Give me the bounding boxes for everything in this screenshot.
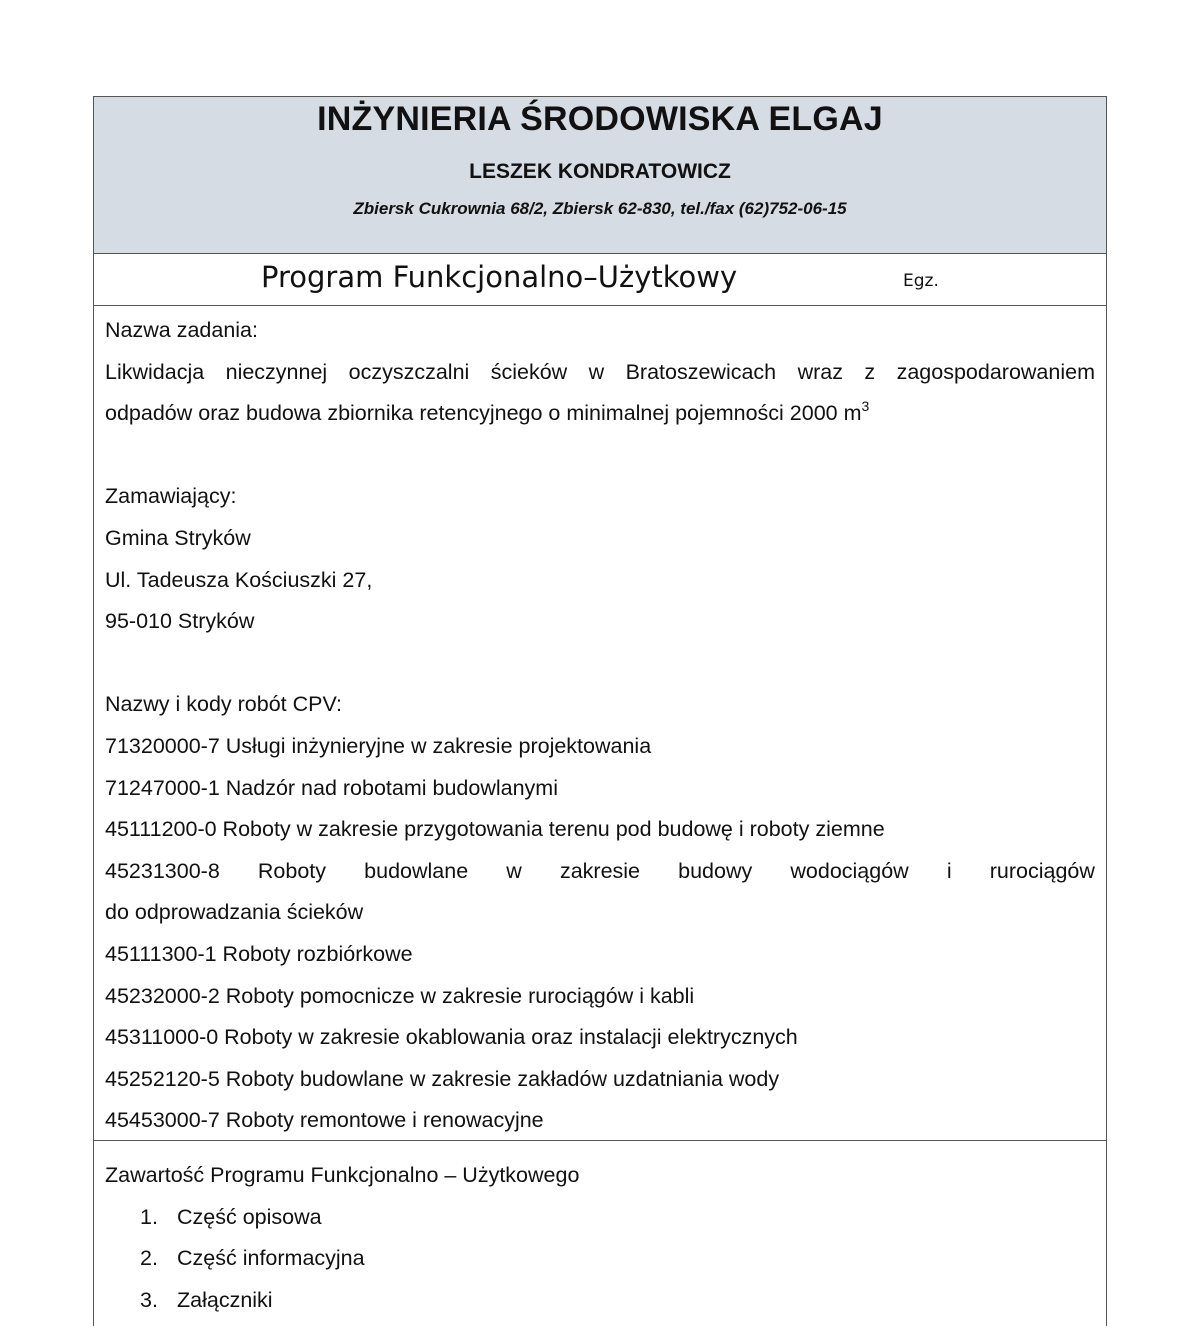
contents-section bbox=[94, 1141, 1106, 1321]
cpv-item: 45111200-0 Roboty w zakresie przygotowania terenu pod budowę i roboty ziemne bbox=[105, 817, 885, 842]
task-name-word: oczyszczalni bbox=[348, 359, 470, 384]
task-details-section bbox=[94, 306, 1106, 1141]
company-header bbox=[94, 97, 1106, 254]
document-frame bbox=[93, 96, 1107, 1326]
cpv-item: 71247000-1 Nadzór nad robotami budowlanymi bbox=[105, 775, 558, 800]
cpv-item-justified bbox=[105, 851, 1095, 893]
cpv-item: 45111300-1 Roboty rozbiórkowe bbox=[105, 941, 413, 966]
cpv-word: w bbox=[506, 858, 522, 883]
contents-item-number: 1. bbox=[140, 1204, 158, 1229]
task-name-word: z bbox=[864, 359, 876, 384]
cpv-word: wodociągów bbox=[790, 858, 909, 883]
cpv-word: Roboty bbox=[257, 858, 327, 883]
cpv-item: 45453000-7 Roboty remontowe i renowacyjne bbox=[105, 1108, 544, 1133]
contents-heading: Zawartość Programu Funkcjonalno – Użytkowego bbox=[105, 1163, 580, 1187]
contents-list bbox=[105, 1197, 1095, 1322]
cpv-item: 71320000-7 Usługi inżynieryjne w zakresie projektowania bbox=[105, 733, 652, 758]
task-name-label: Nazwa zadania: bbox=[105, 318, 258, 342]
company-name: INŻYNIERIA ŚRODOWISKA ELGAJ bbox=[317, 100, 883, 138]
task-name-word: zagospodarowaniem bbox=[896, 359, 1095, 384]
contents-item bbox=[105, 1197, 1095, 1239]
cpv-word: 45231300-8 bbox=[105, 858, 220, 883]
cpv-list-part-2 bbox=[105, 934, 1095, 1142]
cpv-list-part-1 bbox=[105, 726, 1095, 851]
cpv-item-continuation: do odprowadzania ścieków bbox=[105, 900, 364, 925]
cpv-label: Nazwy i kody robót CPV: bbox=[105, 692, 342, 717]
task-name-line-2 bbox=[105, 393, 1095, 435]
contents-item-label: Załączniki bbox=[177, 1287, 273, 1312]
copy-number-label: Egz. bbox=[903, 271, 939, 291]
task-name-word: nieczynnej bbox=[225, 359, 328, 384]
contents-item bbox=[105, 1238, 1095, 1280]
cpv-item: 45232000-2 Roboty pomocnicze w zakresie rurociągów i kabli bbox=[105, 983, 695, 1008]
contents-item bbox=[105, 1280, 1095, 1322]
task-name-word: wraz bbox=[797, 359, 843, 384]
task-name-word: ścieków bbox=[490, 359, 568, 384]
client-street: Ul. Tadeusza Kościuszki 27, bbox=[105, 567, 373, 592]
unit-exponent: 3 bbox=[861, 398, 870, 415]
cpv-word: budowy bbox=[678, 858, 753, 883]
contents-item-number: 3. bbox=[140, 1287, 158, 1312]
cpv-word: zakresie bbox=[559, 858, 641, 883]
cpv-word: i bbox=[946, 858, 952, 883]
owner-name: LESZEK KONDRATOWICZ bbox=[469, 160, 731, 183]
contents-item-label: Część informacyjna bbox=[177, 1246, 365, 1271]
task-name-word: Bratoszewicach bbox=[625, 359, 777, 384]
document-title-row bbox=[94, 254, 1106, 306]
task-name-word: Likwidacja bbox=[105, 359, 205, 384]
contents-item-number: 2. bbox=[140, 1246, 158, 1271]
contents-item-label: Część opisowa bbox=[177, 1204, 322, 1229]
spacer bbox=[105, 435, 1095, 477]
company-address: Zbiersk Cukrownia 68/2, Zbiersk 62-830, tel./fax (62)752-06-15 bbox=[353, 199, 847, 218]
spacer bbox=[105, 643, 1095, 685]
client-city: 95-010 Stryków bbox=[105, 609, 255, 634]
cpv-item: 45311000-0 Roboty w zakresie okablowania oraz instalacji elektrycznych bbox=[105, 1025, 798, 1050]
client-label: Zamawiający: bbox=[105, 484, 237, 509]
client-name: Gmina Stryków bbox=[105, 525, 251, 550]
task-name-line-2-text: odpadów oraz budowa zbiornika retencyjnego o minimalnej pojemności 2000 m bbox=[105, 401, 862, 426]
task-name-line-1 bbox=[105, 352, 1095, 394]
task-name-word: w bbox=[588, 359, 605, 384]
document-title: Program Funkcjonalno–Użytkowy bbox=[261, 260, 738, 294]
cpv-item: 45252120-5 Roboty budowlane w zakresie zakładów uzdatniania wody bbox=[105, 1066, 780, 1091]
cpv-word: budowlane bbox=[364, 858, 469, 883]
cpv-word: rurociągów bbox=[989, 858, 1095, 883]
